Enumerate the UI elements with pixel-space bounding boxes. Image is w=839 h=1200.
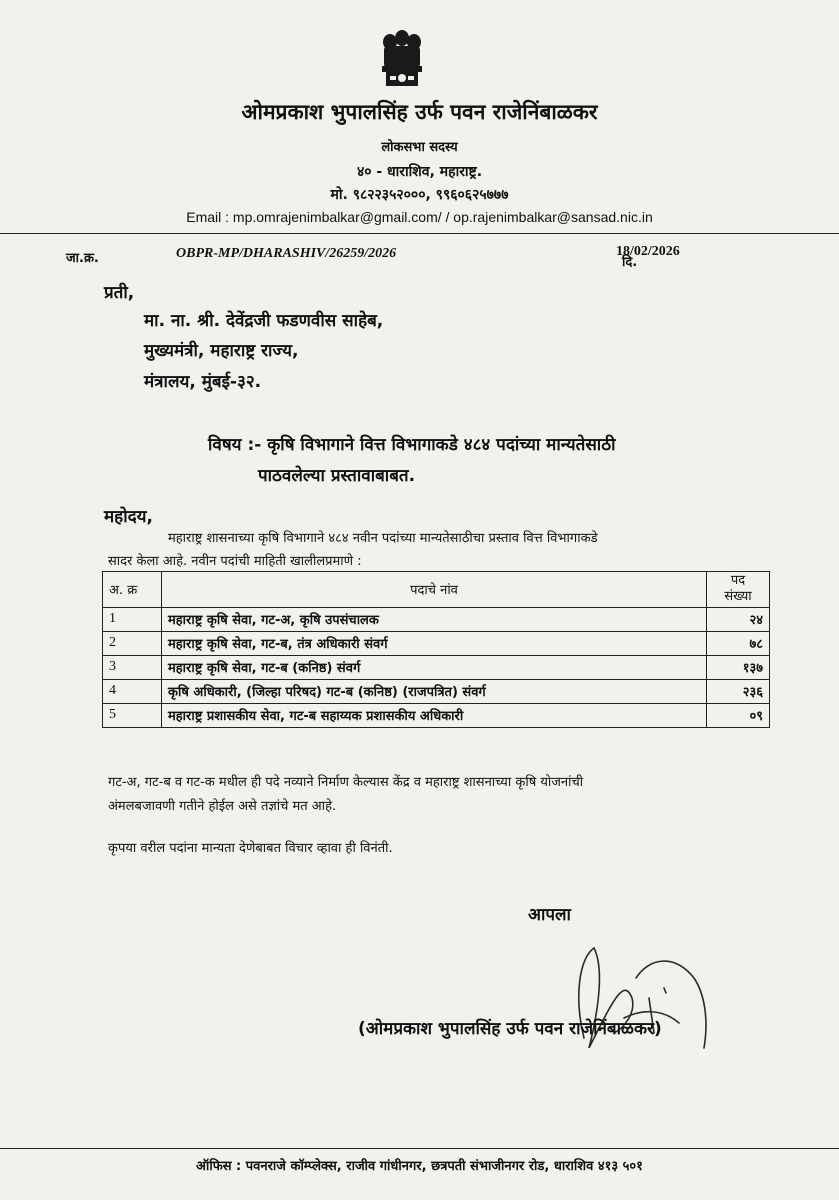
table-row: [103, 607, 770, 631]
table-header-row: [103, 572, 770, 608]
reference-label: जा.क्र.: [66, 251, 99, 266]
posts-table: [102, 571, 770, 728]
header-divider: [0, 233, 839, 234]
recipient-line-1: मा. ना. श्री. देवेंद्रजी फडणवीस साहेब,: [144, 311, 384, 331]
table-row: [103, 703, 770, 727]
row-post-count: ०९: [707, 703, 770, 727]
email-line: Email : mp.omrajenimbalkar@gmail.com/ / op.rajenimbalkar@sansad.nic.in: [186, 209, 653, 225]
header-serial: अ. क्र: [103, 572, 162, 608]
date-label: दि.: [622, 255, 638, 270]
row-serial: 2: [103, 631, 162, 655]
row-post-count: २४: [707, 607, 770, 631]
row-post-count: ७८: [707, 631, 770, 655]
designation: लोकसभा सदस्य: [381, 140, 458, 155]
row-post-name: महाराष्ट्र कृषि सेवा, गट-ब (कनिष्ठ) संवर्ग: [162, 655, 707, 679]
row-serial: 1: [103, 607, 162, 631]
header-post-count: [707, 572, 770, 608]
letterhead-name: ओमप्रकाश भुपालसिंह उर्फ पवन राजेनिंबाळकर: [241, 100, 598, 124]
body-paragraph-1-line-2: सादर केला आहे. नवीन पदांची माहिती खालीलप्रमाणे :: [108, 554, 362, 569]
handwritten-signature: [554, 938, 754, 1068]
closing: आपला: [528, 905, 571, 925]
row-post-count: २३६: [707, 679, 770, 703]
salutation: महोदय,: [104, 507, 153, 527]
recipient-line-2: मुख्यमंत्री, महाराष्ट्र राज्य,: [144, 341, 299, 361]
row-serial: 3: [103, 655, 162, 679]
signatory-name: (ओमप्रकाश भुपालसिंह उर्फ पवन राजेनिंबाळकर): [358, 1019, 662, 1039]
reference-number: OBPR-MP/DHARASHIV/26259/2026: [176, 246, 397, 261]
mobile-numbers: मो. ९८२२३५२०००, ९९६०६२५७७७: [330, 187, 509, 203]
body-paragraph-1-line-1: महाराष्ट्र शासनाच्या कृषि विभागाने ४८४ नवीन पदांच्या मान्यतेसाठीचा प्रस्ताव वित्त विभागाकडे: [168, 531, 598, 546]
row-post-name: कृषि अधिकारी, (जिल्हा परिषद) गट-ब (कनिष्ठ) (राजपत्रित) संवर्ग: [162, 679, 707, 703]
footer-divider: [0, 1148, 839, 1149]
header-post-name: पदाचे नांव: [162, 572, 707, 608]
row-post-name: महाराष्ट्र प्रशासकीय सेवा, गट-ब सहाय्यक प्रशासकीय अधिकारी: [162, 703, 707, 727]
subject-line-1: विषय :- कृषि विभागाने वित्त विभागाकडे ४८४ पदांच्या मान्यतेसाठी: [208, 435, 616, 455]
constituency: ४० - धाराशिव, महाराष्ट्र.: [356, 164, 483, 180]
national-emblem-icon: [374, 28, 430, 94]
recipient-line-3: मंत्रालय, मुंबई-३२.: [144, 372, 262, 392]
row-post-name: महाराष्ट्र कृषि सेवा, गट-अ, कृषि उपसंचालक: [162, 607, 707, 631]
row-post-count: १३७: [707, 655, 770, 679]
body-paragraph-3: कृपया वरील पदांना मान्यता देणेबाबत विचार व्हावा ही विनंती.: [108, 841, 393, 856]
reference-date: 18/02/2026: [616, 244, 680, 259]
row-post-name: महाराष्ट्र कृषि सेवा, गट-ब, तंत्र अधिकारी संवर्ग: [162, 631, 707, 655]
header-count-line-1: पद: [730, 573, 746, 588]
table-row: [103, 655, 770, 679]
office-address-footer: ऑफिस : पवनराजे कॉम्प्लेक्स, राजीव गांधीनगर, छत्रपती संभाजीनगर रोड, धाराशिव ४१३ ५०१: [196, 1159, 643, 1174]
row-serial: 5: [103, 703, 162, 727]
table-row: [103, 631, 770, 655]
subject-line-2: पाठवलेल्या प्रस्तावाबाबत.: [258, 466, 416, 486]
recipient-to: प्रती,: [104, 283, 135, 303]
body-paragraph-2-line-2: अंमलबजावणी गतीने होईल असे तज्ञांचे मत आहे.: [108, 799, 337, 814]
header-count-line-2: संख्या: [724, 589, 752, 605]
row-serial: 4: [103, 679, 162, 703]
body-paragraph-2-line-1: गट-अ, गट-ब व गट-क मधील ही पदे नव्याने निर्माण केल्यास केंद्र व महाराष्ट्र शासनाच्या कृषि योजनांची: [108, 775, 584, 790]
table-row: [103, 679, 770, 703]
